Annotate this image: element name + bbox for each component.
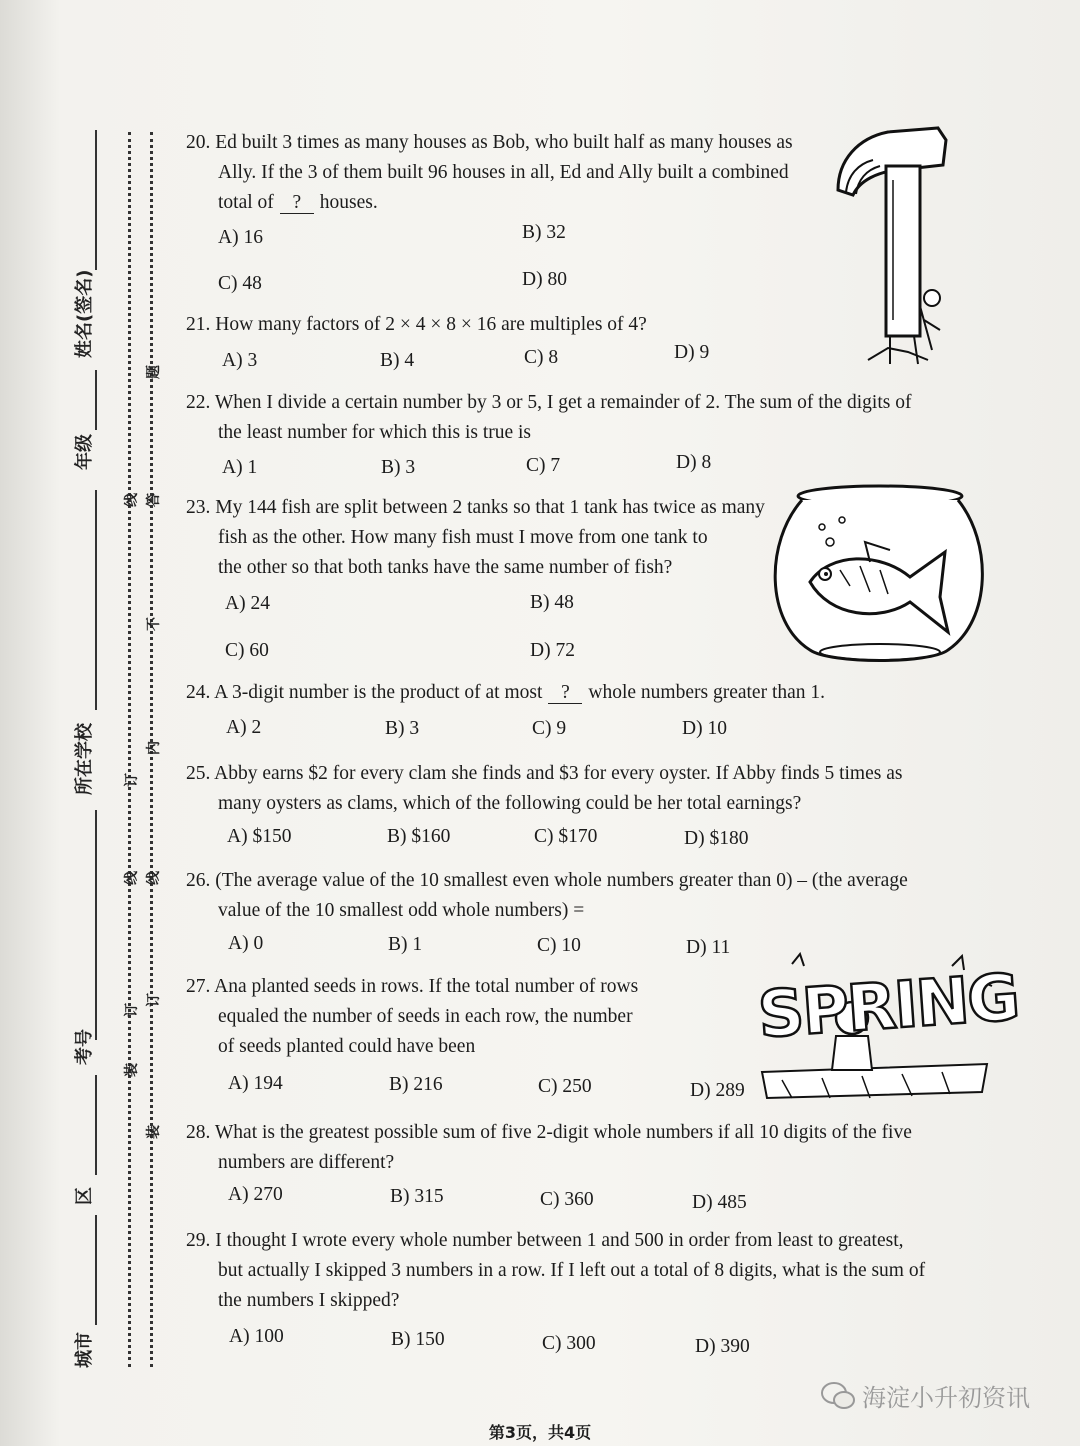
answer-blank: ?	[280, 193, 314, 214]
city-label: 城市	[74, 1332, 95, 1368]
question-text: the least number for which this is true is	[218, 422, 532, 443]
choice-a[interactable]: A) 3	[222, 350, 258, 371]
question-28	[186, 1118, 912, 1178]
question-27	[186, 972, 638, 1062]
choice-c[interactable]: C) 10	[537, 935, 581, 956]
question-text: of seeds planted could have been	[218, 1036, 476, 1057]
choice-d[interactable]: D) 9	[674, 342, 710, 363]
question-text: many oysters as clams, which of the following could be her total earnings?	[218, 793, 802, 814]
binding-mark: 线	[146, 871, 162, 885]
question-text: Ally. If the 3 of them built 96 houses in all, Ed and Ally built a combined	[218, 162, 789, 183]
answer-blank: ?	[548, 683, 582, 704]
binding-mark: 装	[146, 1125, 162, 1139]
question-text: 24. A 3-digit number is the product of at most	[186, 682, 543, 703]
choice-c[interactable]: C) 8	[524, 347, 559, 368]
choice-d[interactable]: D) 72	[530, 640, 575, 661]
choice-b[interactable]: B) 3	[385, 718, 420, 739]
question-text: value of the 10 smallest odd whole numbers) =	[218, 900, 585, 921]
question-21	[186, 310, 647, 340]
district-label: 区	[74, 1187, 95, 1205]
choice-d[interactable]: D) 485	[692, 1192, 747, 1213]
question-text: 29. I thought I wrote every whole number between 1 and 500 in order from least to greatest,	[186, 1230, 904, 1251]
question-text: numbers are different?	[218, 1152, 395, 1173]
grade-label: 年级	[74, 434, 95, 470]
choice-a[interactable]: A) 1	[222, 457, 258, 478]
choice-a[interactable]: A) 2	[226, 717, 262, 738]
question-25	[186, 759, 902, 819]
question-text: 20. Ed built 3 times as many houses as Bob, who built half as many houses as	[186, 132, 793, 153]
choice-a[interactable]: A) 100	[229, 1326, 284, 1347]
school-underline-top	[95, 490, 97, 710]
question-text: 23. My 144 fish are split between 2 tanks so that 1 tank has twice as many	[186, 497, 765, 518]
binding-mark: 题	[146, 365, 162, 379]
fishbowl-illustration	[770, 482, 985, 672]
spring-illustration	[752, 952, 1021, 1102]
choice-b[interactable]: B) $160	[387, 826, 451, 847]
question-text: 28. What is the greatest possible sum of five 2-digit whole numbers if all 10 digits of the five	[186, 1122, 912, 1143]
choice-a[interactable]: A) $150	[227, 826, 292, 847]
choice-d[interactable]: D) $180	[684, 828, 749, 849]
choice-a[interactable]: A) 24	[225, 593, 270, 614]
school-underline	[95, 810, 97, 1040]
question-text: but actually I skipped 3 numbers in a row. If I left out a total of 8 digits, what is the sum of	[218, 1260, 926, 1281]
wechat-icon	[820, 1381, 856, 1411]
question-text: 27. Ana planted seeds in rows. If the total number of rows	[186, 976, 639, 997]
choice-b[interactable]: B) 1	[388, 934, 423, 955]
district-underline	[95, 1215, 97, 1325]
choice-b[interactable]: B) 32	[522, 222, 566, 243]
choice-a[interactable]: A) 270	[228, 1184, 283, 1205]
choice-d[interactable]: D) 80	[522, 269, 567, 290]
choice-c[interactable]: C) 60	[225, 640, 269, 661]
question-22	[186, 388, 911, 448]
choice-b[interactable]: B) 3	[381, 457, 416, 478]
question-text: fish as the other. How many fish must I move from one tank to	[218, 527, 708, 548]
binding-mark: 订	[124, 773, 140, 787]
exam-number-label: 考号	[74, 1029, 95, 1065]
question-text: 26. (The average value of the 10 smallest even whole numbers greater than 0) – (the average	[186, 870, 908, 891]
school-label: 所在学校	[74, 723, 95, 795]
binding-mark: 不	[146, 617, 162, 631]
choice-c[interactable]: C) 360	[540, 1189, 594, 1210]
choice-a[interactable]: A) 16	[218, 227, 263, 248]
hammer-illustration	[828, 120, 953, 375]
binding-dotted-line-outer	[128, 132, 131, 1367]
choice-b[interactable]: B) 150	[391, 1329, 445, 1350]
choice-a[interactable]: A) 194	[228, 1073, 283, 1094]
question-text: the numbers I skipped?	[218, 1290, 400, 1311]
spring-word: SPRING	[755, 961, 1021, 1053]
question-text: the other so that both tanks have the same number of fish?	[218, 557, 673, 578]
binding-mark: 线	[124, 493, 140, 507]
choice-d[interactable]: D) 390	[695, 1336, 750, 1357]
question-text: total of	[218, 192, 274, 213]
binding-mark: 订	[146, 993, 162, 1007]
binding-mark: 内	[146, 741, 162, 755]
question-text-line	[186, 678, 825, 708]
question-text: equaled the number of seeds in each row, the number	[218, 1006, 633, 1027]
choice-c[interactable]: C) $170	[534, 826, 598, 847]
watermark-text: 海淀小升初资讯	[862, 1384, 1030, 1412]
question-24	[186, 678, 825, 708]
choice-b[interactable]: B) 4	[380, 350, 415, 371]
binding-mark: 答	[146, 493, 162, 507]
binding-mark: 订	[124, 1003, 140, 1017]
question-text: whole numbers greater than 1.	[588, 682, 826, 703]
choice-b[interactable]: B) 48	[530, 592, 574, 613]
question-text: houses.	[319, 192, 378, 213]
binding-mark: 线	[124, 871, 140, 885]
choice-c[interactable]: C) 7	[526, 455, 561, 476]
name-label: 姓名(签名)	[74, 269, 95, 358]
choice-d[interactable]: D) 10	[682, 718, 727, 739]
question-20	[186, 128, 793, 218]
grade-underline	[95, 370, 97, 430]
question-text: 25. Abby earns $2 for every clam she finds and $3 for every oyster. If Abby finds 5 times as	[186, 763, 903, 784]
question-23	[186, 493, 765, 583]
name-underline	[95, 130, 97, 270]
watermark	[820, 1378, 1030, 1413]
exam-number-underline	[95, 1075, 97, 1175]
page-footer: 第3页，共4页	[488, 1423, 592, 1442]
choice-c[interactable]: C) 48	[218, 273, 262, 294]
question-text: 22. When I divide a certain number by 3 or 5, I get a remainder of 2. The sum of the digits of	[186, 392, 912, 413]
question-29	[186, 1226, 925, 1316]
question-text: 21. How many factors of 2 × 4 × 8 × 16 are multiples of 4?	[186, 314, 647, 335]
choice-d[interactable]: D) 8	[676, 452, 712, 473]
question-text-line	[186, 188, 793, 218]
choice-c[interactable]: C) 250	[538, 1076, 592, 1097]
choice-c[interactable]: C) 300	[542, 1333, 596, 1354]
choice-b[interactable]: B) 216	[389, 1074, 443, 1095]
choice-d[interactable]: D) 11	[686, 937, 731, 958]
choice-b[interactable]: B) 315	[390, 1186, 444, 1207]
choice-d[interactable]: D) 289	[690, 1080, 745, 1101]
binding-mark: 装	[124, 1063, 140, 1077]
choice-a[interactable]: A) 0	[228, 933, 264, 954]
choice-c[interactable]: C) 9	[532, 718, 567, 739]
question-26	[186, 866, 908, 926]
